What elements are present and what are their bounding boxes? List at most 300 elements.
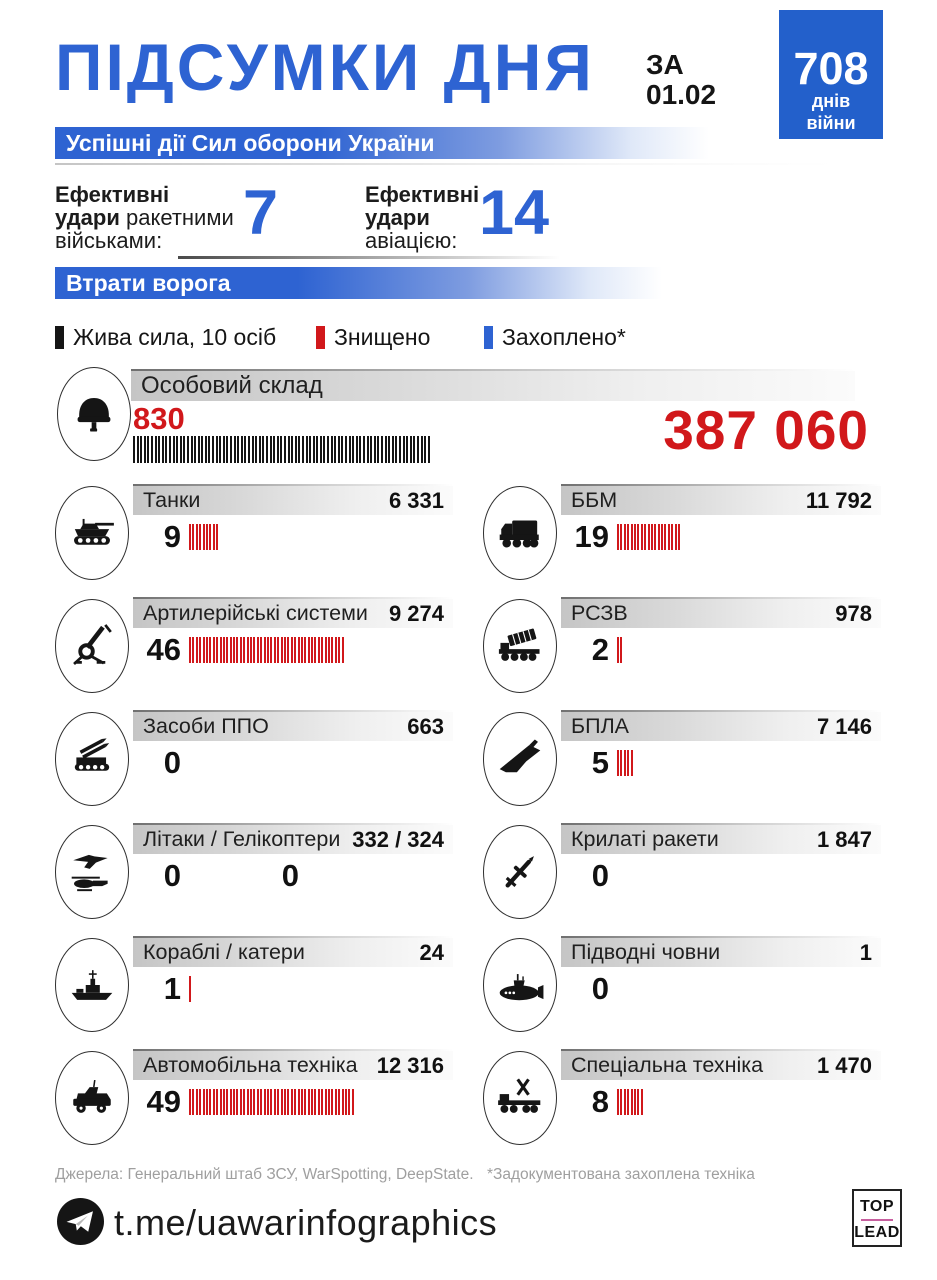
legend-swatch-red (316, 326, 325, 349)
tick (637, 524, 639, 550)
air-defense-icon (55, 712, 129, 806)
personnel-strip (131, 371, 855, 401)
mlrs-icon (483, 599, 557, 693)
item-strip (133, 825, 453, 854)
strikes-aviation-label: Ефективні удари авіацією: (365, 182, 480, 253)
apc-icon (483, 486, 557, 580)
tick (345, 1089, 347, 1115)
tick (223, 1089, 225, 1115)
ship-icon (55, 938, 129, 1032)
war-days-badge: 708 днів війни (779, 10, 883, 139)
item-total-value: 7 146 (816, 713, 872, 739)
tick (349, 436, 351, 463)
tick (226, 637, 228, 663)
tick (270, 1089, 272, 1115)
tick (208, 436, 210, 463)
tick (260, 637, 262, 663)
personnel-icon-circle (57, 367, 131, 461)
tick (316, 436, 318, 463)
tick (223, 436, 225, 463)
item-tick-bar (617, 1089, 644, 1115)
tick (230, 1089, 232, 1115)
tick (196, 1089, 198, 1115)
tick (318, 1089, 320, 1115)
item-daily-value: 19 (574, 519, 609, 554)
tick (627, 750, 629, 776)
tick (664, 524, 666, 550)
tick (162, 436, 164, 463)
tick (406, 436, 408, 463)
tick (634, 1089, 636, 1115)
loss-item (483, 712, 881, 806)
tick (631, 524, 633, 550)
tick (624, 750, 626, 776)
item-daily-value: 8 (591, 1084, 609, 1119)
tick (233, 637, 235, 663)
tick (338, 637, 340, 663)
tick (243, 637, 245, 663)
tick (206, 1089, 208, 1115)
tick (304, 637, 306, 663)
tick (395, 436, 397, 463)
item-label: Кораблі / катери (143, 940, 305, 964)
loss-item (55, 1051, 453, 1145)
item-tick-bar (189, 1089, 355, 1115)
tick (255, 436, 257, 463)
tick (617, 524, 619, 550)
telegram-link[interactable]: t.me/uawarinfographics (114, 1202, 498, 1243)
tick (617, 1089, 619, 1115)
tick (233, 1089, 235, 1115)
toplead-logo: TOP LEAD (852, 1189, 902, 1247)
tick (144, 436, 146, 463)
tick (230, 436, 232, 463)
tick (334, 436, 336, 463)
tick (274, 1089, 276, 1115)
legend-captured: Захоплено* (484, 325, 626, 349)
legend-swatch-black (55, 326, 64, 349)
tick (342, 637, 344, 663)
loss-item (483, 1051, 881, 1145)
tick (620, 1089, 622, 1115)
tick (250, 1089, 252, 1115)
tick (284, 1089, 286, 1115)
legend-destroyed: Знищено (316, 325, 430, 349)
tick (304, 1089, 306, 1115)
divider-line (55, 163, 835, 165)
tick (189, 976, 191, 1002)
item-daily-value: 0 (591, 971, 609, 1006)
tick (617, 637, 619, 663)
tick (267, 637, 269, 663)
tick (216, 1089, 218, 1115)
item-label: Підводні човни (571, 940, 721, 964)
item-label: Крилаті ракети (571, 827, 719, 851)
tick (165, 436, 167, 463)
item-total-value: 11 792 (805, 487, 872, 513)
item-strip (561, 486, 881, 515)
item-total-value: 1 (859, 939, 872, 965)
personnel-tick-bar (133, 436, 431, 463)
item-daily-value: 0 (163, 858, 181, 893)
section-header-success: Успішні дії Сил оборони України (55, 127, 709, 159)
tick (325, 637, 327, 663)
tick (624, 524, 626, 550)
legend-personnel: Жива сила, 10 осіб (55, 325, 276, 349)
tick (678, 524, 680, 550)
item-label: Спеціальна техніка (571, 1053, 764, 1077)
tick (192, 524, 194, 550)
tank-icon (55, 486, 129, 580)
tick (236, 637, 238, 663)
tick (356, 436, 358, 463)
tick (617, 750, 619, 776)
tick (388, 436, 390, 463)
tick (250, 637, 252, 663)
tick (273, 436, 275, 463)
item-tick-bar (617, 524, 681, 550)
tick (370, 436, 372, 463)
strikes-aviation-value: 14 (479, 178, 550, 248)
tick (318, 637, 320, 663)
tick (291, 637, 293, 663)
tick (308, 637, 310, 663)
tick (309, 436, 311, 463)
tick (199, 1089, 201, 1115)
tick (301, 1089, 303, 1115)
tick (257, 637, 259, 663)
tick (328, 1089, 330, 1115)
item-total-value: 663 (407, 713, 444, 739)
tick (237, 436, 239, 463)
tick (173, 436, 175, 463)
tick (421, 436, 423, 463)
tick (230, 637, 232, 663)
tick (158, 436, 160, 463)
tick (288, 436, 290, 463)
cruise-missile-icon (483, 825, 557, 919)
tick (274, 637, 276, 663)
tick (392, 436, 394, 463)
item-label: БПЛА (571, 714, 630, 738)
strikes-missile-label: Ефективні удари ракетними військами: (55, 182, 234, 253)
tick (137, 436, 139, 463)
tick (331, 1089, 333, 1115)
item-strip (133, 1051, 453, 1080)
tick (348, 1089, 350, 1115)
tick (264, 1089, 266, 1115)
tick (226, 436, 228, 463)
tick (313, 436, 315, 463)
tick (627, 1089, 629, 1115)
tick (203, 637, 205, 663)
tick (183, 436, 185, 463)
tick (327, 436, 329, 463)
tick (253, 1089, 255, 1115)
item-strip (133, 938, 453, 967)
tick (634, 524, 636, 550)
tick (253, 637, 255, 663)
tick (270, 436, 272, 463)
tick (328, 637, 330, 663)
tick (266, 436, 268, 463)
loss-item (483, 599, 881, 693)
item-label: Артилерійські системи (143, 601, 368, 625)
tick (631, 750, 633, 776)
tick (201, 436, 203, 463)
item-daily-value: 2 (591, 632, 609, 667)
tick (213, 1089, 215, 1115)
tick (260, 1089, 262, 1115)
item-total-value: 1 470 (816, 1052, 872, 1078)
tick (648, 524, 650, 550)
loss-item (55, 825, 453, 919)
item-strip (561, 712, 881, 741)
item-tick-bar (617, 750, 634, 776)
tick (321, 637, 323, 663)
tick (314, 637, 316, 663)
sources-text: Джерела: Генеральний штаб ЗСУ, WarSpotting, DeepState. (55, 1166, 474, 1183)
tick (620, 637, 622, 663)
tick (377, 436, 379, 463)
tick (206, 524, 208, 550)
item-strip (561, 938, 881, 967)
tick (302, 436, 304, 463)
drone-icon (483, 712, 557, 806)
tick (277, 436, 279, 463)
tick (169, 436, 171, 463)
loss-item (483, 486, 881, 580)
tick (637, 1089, 639, 1115)
tick (252, 436, 254, 463)
item-strip (133, 599, 453, 628)
item-daily-value-2: 0 (281, 858, 299, 893)
loss-item (55, 938, 453, 1032)
tick (199, 524, 201, 550)
item-tick-bar (189, 524, 220, 550)
personnel-label: Особовий склад (141, 372, 323, 399)
item-daily-value: 46 (146, 632, 181, 667)
tick (381, 436, 383, 463)
tick (311, 1089, 313, 1115)
tick (209, 1089, 211, 1115)
tick (428, 436, 430, 463)
tick (205, 436, 207, 463)
tick (301, 637, 303, 663)
tick (264, 637, 266, 663)
tick (658, 524, 660, 550)
tick (192, 1089, 194, 1115)
tick (191, 436, 193, 463)
tick (277, 637, 279, 663)
tick (155, 436, 157, 463)
tick (220, 1089, 222, 1115)
tick (241, 436, 243, 463)
tick (189, 1089, 191, 1115)
item-total-value: 332 / 324 (352, 826, 444, 852)
tick (294, 1089, 296, 1115)
divider-line (178, 256, 560, 259)
tick (213, 524, 215, 550)
item-label: ББМ (571, 488, 618, 512)
tick (216, 524, 218, 550)
special-equipment-icon (483, 1051, 557, 1145)
tick (198, 436, 200, 463)
tick (308, 1089, 310, 1115)
tick (240, 637, 242, 663)
tick (671, 524, 673, 550)
tick (284, 637, 286, 663)
tick (385, 436, 387, 463)
tick (331, 637, 333, 663)
tick (189, 637, 191, 663)
tick (213, 637, 215, 663)
legend-swatch-blue (484, 326, 493, 349)
tick (325, 1089, 327, 1115)
item-tick-bar (189, 637, 345, 663)
tick (341, 436, 343, 463)
tick (147, 436, 149, 463)
tick (641, 1089, 643, 1115)
tick (209, 524, 211, 550)
artillery-icon (55, 599, 129, 693)
tick (641, 524, 643, 550)
tick (306, 436, 308, 463)
tick (668, 524, 670, 550)
tick (247, 637, 249, 663)
tick (342, 1089, 344, 1115)
tick (323, 436, 325, 463)
tick (661, 524, 663, 550)
item-strip (133, 712, 453, 741)
tick (338, 436, 340, 463)
item-strip (561, 1051, 881, 1080)
item-total-value: 9 274 (388, 600, 444, 626)
tick (291, 436, 293, 463)
tick (209, 637, 211, 663)
tick (243, 1089, 245, 1115)
item-daily-value: 0 (163, 745, 181, 780)
personnel-total-value: 387 060 (663, 399, 869, 461)
tick (287, 637, 289, 663)
tick (627, 524, 629, 550)
tick (219, 436, 221, 463)
item-label: Засоби ППО (143, 714, 269, 738)
item-label: Автомобільна техніка (143, 1053, 358, 1077)
tick (277, 1089, 279, 1115)
tick (267, 1089, 269, 1115)
tick (248, 436, 250, 463)
submarine-icon (483, 938, 557, 1032)
tick (226, 1089, 228, 1115)
tick (240, 1089, 242, 1115)
tick (257, 1089, 259, 1115)
tick (216, 637, 218, 663)
tick (133, 436, 135, 463)
item-total-value: 12 316 (376, 1052, 444, 1078)
tick (223, 637, 225, 663)
tick (294, 637, 296, 663)
tick (651, 524, 653, 550)
tick (281, 1089, 283, 1115)
item-total-value: 24 (419, 939, 444, 965)
war-days-count: 708 (793, 43, 869, 94)
tick (234, 436, 236, 463)
item-total-value: 6 331 (388, 487, 444, 513)
losses-grid (55, 486, 881, 1145)
item-total-value: 1 847 (816, 826, 872, 852)
tick (236, 1089, 238, 1115)
item-label: РСЗВ (571, 601, 628, 625)
tick (295, 436, 297, 463)
aircraft-helicopter-icon (55, 825, 129, 919)
tick (624, 1089, 626, 1115)
tick (262, 436, 264, 463)
section-header-losses: Втрати ворога (55, 267, 662, 299)
personnel-daily-value: 830 (133, 401, 185, 436)
tick (176, 436, 178, 463)
tick (291, 1089, 293, 1115)
page-title: ПІДСУМКИ ДНЯ (55, 30, 595, 104)
tick (338, 1089, 340, 1115)
tick (270, 637, 272, 663)
loss-item (55, 712, 453, 806)
captured-note: *Задокументована захоплена техніка (487, 1166, 755, 1183)
tick (281, 637, 283, 663)
loss-item (55, 599, 453, 693)
tick (287, 1089, 289, 1115)
tick (259, 436, 261, 463)
loss-item (55, 486, 453, 580)
tick (321, 1089, 323, 1115)
telegram-icon[interactable] (57, 1198, 104, 1245)
tick (359, 436, 361, 463)
tick (298, 436, 300, 463)
tick (203, 1089, 205, 1115)
date-label: ЗА 01.02 (646, 49, 717, 111)
tick (314, 1089, 316, 1115)
tick (151, 436, 153, 463)
tick (363, 436, 365, 463)
item-strip (561, 599, 881, 628)
tick (335, 1089, 337, 1115)
tick (194, 436, 196, 463)
item-tick-bar (189, 976, 192, 1002)
tick (196, 637, 198, 663)
item-daily-value: 9 (163, 519, 181, 554)
item-daily-value: 1 (163, 971, 181, 1006)
tick (280, 436, 282, 463)
tick (367, 436, 369, 463)
tick (620, 750, 622, 776)
tick (140, 436, 142, 463)
toplead-divider (861, 1219, 893, 1221)
item-tick-bar (617, 637, 624, 663)
tick (631, 1089, 633, 1115)
tick (311, 637, 313, 663)
item-total-value: 978 (835, 600, 872, 626)
tick (212, 436, 214, 463)
tick (352, 1089, 354, 1115)
tick (189, 524, 191, 550)
tick (424, 436, 426, 463)
tick (192, 637, 194, 663)
tick (374, 436, 376, 463)
tick (187, 436, 189, 463)
tick (220, 637, 222, 663)
item-label: Танки (143, 488, 201, 512)
item-daily-value: 0 (591, 858, 609, 893)
